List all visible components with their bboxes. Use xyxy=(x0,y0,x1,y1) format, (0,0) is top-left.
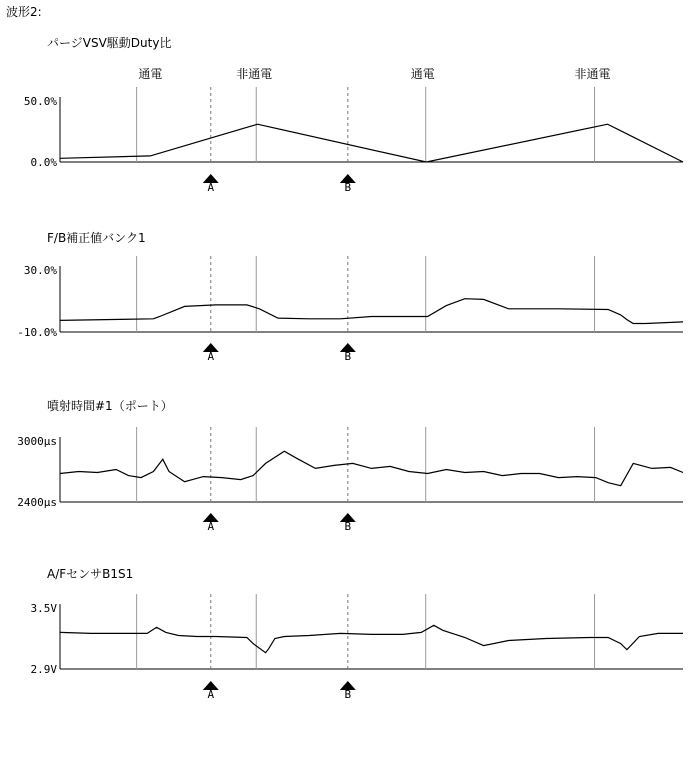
y-min-label: 2400μs xyxy=(17,496,57,509)
marker-label: B xyxy=(344,181,352,194)
marker-label: A xyxy=(207,181,215,194)
marker-label: B xyxy=(344,350,352,363)
y-max-label: 3000μs xyxy=(17,435,57,448)
page-heading: 波形2: xyxy=(6,5,42,19)
chart-panel-4 xyxy=(31,567,684,701)
state-label: 非通電 xyxy=(236,67,273,81)
y-max-label: 3.5V xyxy=(30,602,57,615)
chart-panel-3 xyxy=(17,398,683,533)
chart-panel-2 xyxy=(17,230,683,363)
series-line xyxy=(60,124,683,162)
y-min-label: 0.0% xyxy=(30,156,57,169)
marker-label: B xyxy=(344,688,352,701)
chart-panel-1 xyxy=(24,35,683,194)
state-label: 通電 xyxy=(410,67,435,81)
y-max-label: 30.0% xyxy=(23,264,57,277)
chart-title: F/B補正値バンク1 xyxy=(47,231,146,245)
marker-label: B xyxy=(344,520,352,533)
chart-title: 噴射時間#1（ポート） xyxy=(47,399,173,413)
marker-label: A xyxy=(207,520,215,533)
chart-title: A/FセンサB1S1 xyxy=(47,567,134,581)
series-line xyxy=(60,625,683,652)
y-min-label: -10.0% xyxy=(17,326,57,339)
marker-label: A xyxy=(207,350,215,363)
y-min-label: 2.9V xyxy=(30,663,57,676)
state-label: 通電 xyxy=(138,67,163,81)
chart-title: パージVSV駆動Duty比 xyxy=(47,36,172,50)
state-label: 非通電 xyxy=(574,67,611,81)
marker-label: A xyxy=(207,688,215,701)
series-line xyxy=(60,451,683,486)
series-line xyxy=(60,299,683,324)
y-max-label: 50.0% xyxy=(23,95,57,108)
